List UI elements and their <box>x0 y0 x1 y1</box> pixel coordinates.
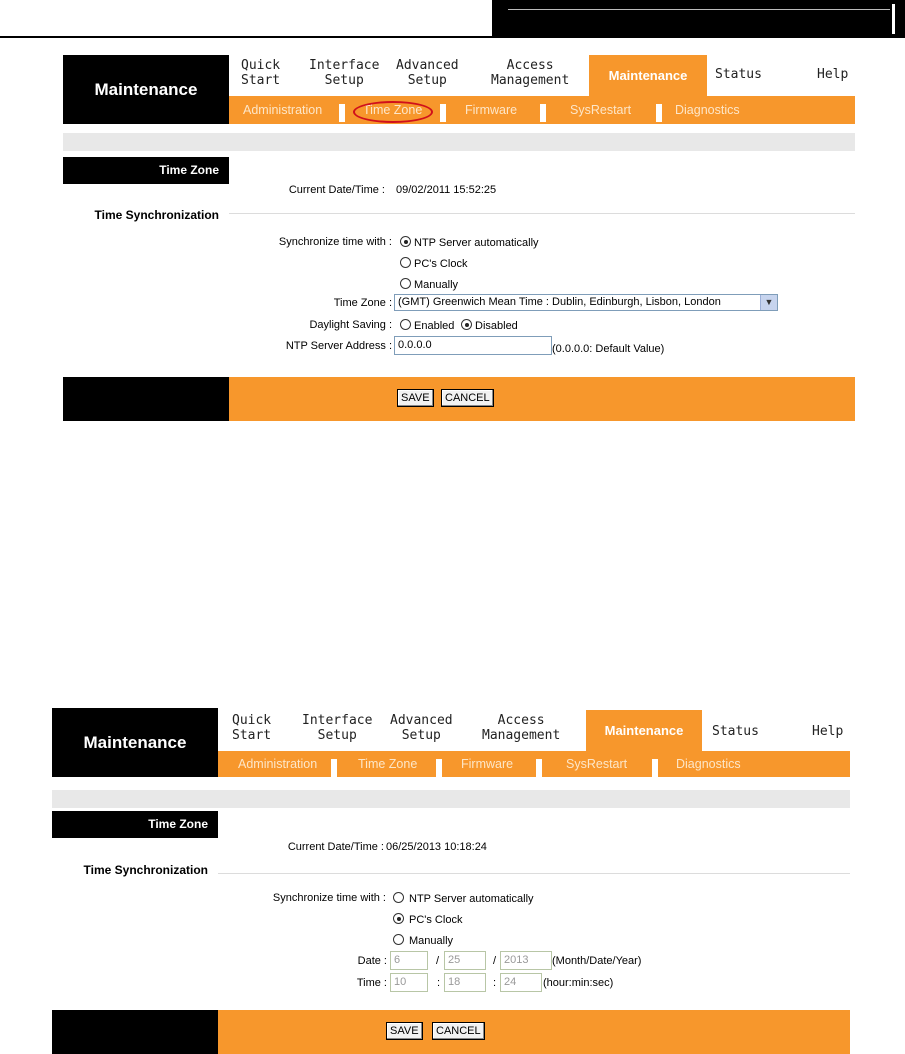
subsection-title: Time Synchronization <box>94 208 219 222</box>
subnav-administration[interactable]: Administration <box>243 103 323 117</box>
daylight-label: Daylight Saving : <box>309 319 392 331</box>
date-label: Date : <box>357 955 387 967</box>
top-nav <box>229 55 855 96</box>
cancel-button[interactable]: CANCEL <box>441 389 494 407</box>
save-button[interactable]: SAVE <box>397 389 434 407</box>
gray-band <box>52 790 850 808</box>
radio-pc-clock[interactable] <box>393 913 404 924</box>
subnav-separator <box>536 759 542 777</box>
nav-help[interactable]: Help <box>817 67 849 82</box>
current-datetime-label: Current Date/Time : <box>287 841 384 853</box>
radio-dst-disabled[interactable] <box>461 319 472 330</box>
subnav-separator <box>656 104 662 122</box>
current-datetime-label: Current Date/Time : <box>288 184 385 196</box>
nav-quick-start[interactable]: Quick Start <box>232 713 272 743</box>
section-title: Time Zone <box>63 157 229 184</box>
footer-bar <box>229 377 855 421</box>
sync-label: Synchronize time with : <box>278 236 392 248</box>
time-hint: (hour:min:sec) <box>543 977 614 989</box>
nav-status[interactable]: Status <box>712 724 759 739</box>
nav-access-management[interactable]: Access Management <box>482 713 561 743</box>
cancel-button[interactable]: CANCEL <box>432 1022 485 1040</box>
time-separator: : <box>437 977 441 989</box>
divider <box>229 213 855 214</box>
date-hint: (Month/Date/Year) <box>552 955 642 967</box>
subsection-title: Time Synchronization <box>83 863 208 877</box>
radio-dst-enabled-label: Enabled <box>414 320 455 332</box>
radio-pc-clock-label: PC's Clock <box>409 914 463 926</box>
brand-label: Maintenance <box>52 708 218 777</box>
subnav-administration[interactable]: Administration <box>238 757 318 771</box>
gray-band <box>63 133 855 151</box>
sub-nav <box>229 96 855 124</box>
timezone-select[interactable] <box>394 294 778 311</box>
highlight-oval <box>353 101 433 123</box>
subnav-separator <box>331 759 337 777</box>
radio-ntp[interactable] <box>400 236 411 247</box>
radio-ntp[interactable] <box>393 892 404 903</box>
time-min-input[interactable]: 18 <box>444 973 486 992</box>
radio-manually-label: Manually <box>409 935 454 947</box>
section-title: Time Zone <box>52 811 218 838</box>
subnav-firmware[interactable]: Firmware <box>461 757 514 771</box>
subnav-firmware[interactable]: Firmware <box>465 103 518 117</box>
brand-label: Maintenance <box>63 55 229 124</box>
radio-pc-clock[interactable] <box>400 257 411 268</box>
subnav-time-zone[interactable]: Time Zone <box>363 103 423 117</box>
subnav-diagnostics[interactable]: Diagnostics <box>675 103 740 117</box>
time-separator: : <box>493 977 497 989</box>
nav-maintenance[interactable]: Maintenance <box>589 55 707 96</box>
time-label: Time : <box>356 977 387 989</box>
radio-dst-disabled-label: Disabled <box>475 320 518 332</box>
nav-advanced-setup[interactable]: Advanced Setup <box>396 58 459 88</box>
subnav-sysrestart[interactable]: SysRestart <box>566 757 628 771</box>
subnav-separator <box>540 104 546 122</box>
screenshot-ntp <box>63 55 855 421</box>
subnav-sysrestart[interactable]: SysRestart <box>570 103 632 117</box>
nav-interface-setup[interactable]: Interface Setup <box>309 58 380 88</box>
time-sec-input[interactable]: 24 <box>500 973 542 992</box>
date-separator: / <box>436 955 440 967</box>
date-month-input[interactable]: 6 <box>390 951 428 970</box>
radio-ntp-label: NTP Server automatically <box>414 237 539 249</box>
sync-label: Synchronize time with : <box>272 892 386 904</box>
footer-bar <box>218 1010 850 1054</box>
footer-left <box>63 377 229 421</box>
divider <box>218 873 850 874</box>
ntp-address-input[interactable]: 0.0.0.0 <box>394 336 552 355</box>
nav-help[interactable]: Help <box>812 724 844 739</box>
radio-manually-label: Manually <box>414 279 459 291</box>
subnav-separator <box>440 104 446 122</box>
header-pipe <box>892 4 895 34</box>
nav-maintenance[interactable]: Maintenance <box>586 710 702 751</box>
header-black-bar <box>492 0 905 38</box>
radio-dst-enabled[interactable] <box>400 319 411 330</box>
chevron-down-icon[interactable]: ▼ <box>760 295 777 310</box>
radio-pc-clock-label: PC's Clock <box>414 258 468 270</box>
current-datetime-value: 06/25/2013 10:18:24 <box>386 841 487 853</box>
nav-advanced-setup[interactable]: Advanced Setup <box>390 713 453 743</box>
ntp-address-label: NTP Server Address : <box>285 340 392 352</box>
document-header <box>0 0 905 40</box>
current-datetime-value: 09/02/2011 15:52:25 <box>396 184 497 196</box>
screenshot-pc-clock <box>52 710 850 1054</box>
nav-interface-setup[interactable]: Interface Setup <box>302 713 373 743</box>
subnav-diagnostics[interactable]: Diagnostics <box>676 757 741 771</box>
subnav-separator <box>436 759 442 777</box>
date-day-input[interactable]: 25 <box>444 951 486 970</box>
sub-nav <box>218 751 850 777</box>
radio-manually[interactable] <box>393 934 404 945</box>
subnav-separator <box>339 104 345 122</box>
timezone-label: Time Zone : <box>333 297 392 309</box>
date-separator: / <box>493 955 497 967</box>
nav-status[interactable]: Status <box>715 67 762 82</box>
date-year-input[interactable]: 2013 <box>500 951 552 970</box>
time-hour-input[interactable]: 10 <box>390 973 428 992</box>
radio-manually[interactable] <box>400 278 411 289</box>
nav-access-management[interactable]: Access Management <box>491 58 570 88</box>
subnav-separator <box>652 759 658 777</box>
radio-ntp-label: NTP Server automatically <box>409 893 534 905</box>
subnav-time-zone[interactable]: Time Zone <box>358 757 418 771</box>
ntp-address-hint: (0.0.0.0: Default Value) <box>552 343 665 355</box>
nav-quick-start[interactable]: Quick Start <box>241 58 281 88</box>
footer-left <box>52 1010 218 1054</box>
timezone-value: (GMT) Greenwich Mean Time : Dublin, Edinburgh, Lisbon, London <box>398 296 721 308</box>
save-button[interactable]: SAVE <box>386 1022 423 1040</box>
top-nav <box>218 710 850 751</box>
header-thin-line <box>508 9 890 10</box>
